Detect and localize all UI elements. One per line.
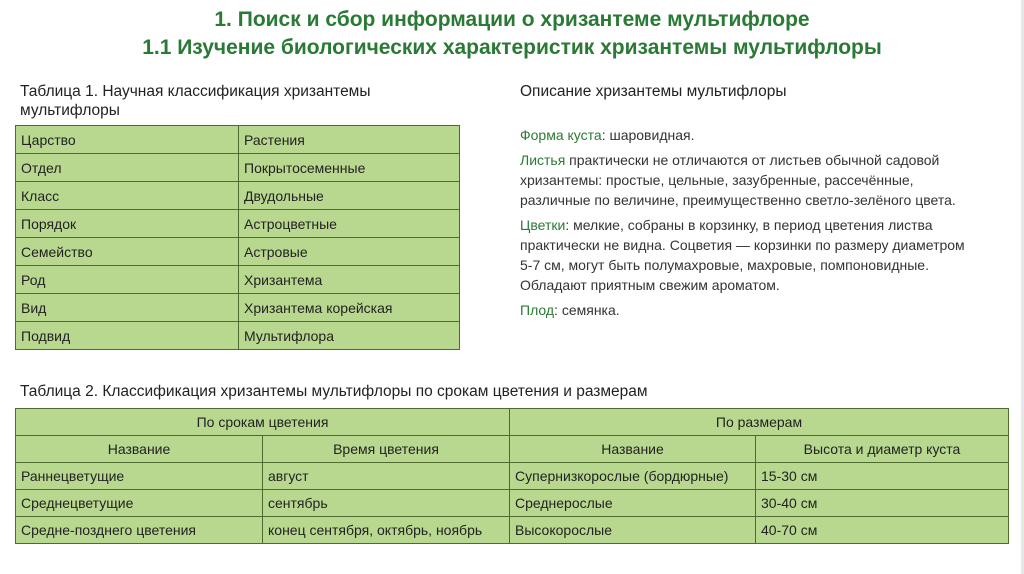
title-line-1: 1. Поиск и сбор информации о хризантеме мультифлоре xyxy=(214,8,810,31)
table-cell: конец сентября, октябрь, ноябрь xyxy=(263,517,510,544)
rank-cell: Род xyxy=(16,266,239,294)
table-cell: Высокорослые xyxy=(510,517,756,544)
column-header-row xyxy=(16,436,1009,463)
column-header: Название xyxy=(16,436,263,463)
table1-caption-line1: Таблица 1. Научная классификация хризантемы xyxy=(20,83,371,100)
description-term: Плод xyxy=(520,302,555,318)
taxon-cell: Растения xyxy=(239,126,460,154)
rank-cell: Отдел xyxy=(16,154,239,182)
table-row xyxy=(16,517,1009,544)
taxon-cell: Мультифлора xyxy=(239,322,460,350)
description-paragraph xyxy=(520,150,975,210)
description-separator: : xyxy=(601,127,606,143)
description-body: шаровидная. xyxy=(605,127,695,143)
description-term: Листья xyxy=(520,152,566,168)
taxon-cell: Хризантема xyxy=(239,266,460,294)
description-separator: : xyxy=(565,217,570,233)
rank-cell: Вид xyxy=(16,294,239,322)
table-row xyxy=(16,210,460,238)
group-header-row xyxy=(16,409,1009,436)
group-header: По срокам цветения xyxy=(16,409,510,436)
table-row xyxy=(16,182,460,210)
table2-caption: Таблица 2. Классификация хризантемы мультифлоры по срокам цветения и размерам xyxy=(20,383,648,400)
description-separator: : xyxy=(554,302,558,318)
table-row xyxy=(16,322,460,350)
description-paragraph xyxy=(520,125,975,145)
table-cell: Среднецветущие xyxy=(16,490,263,517)
title-line-2: 1.1 Изучение биологических характеристик хризантемы мультифлоры xyxy=(142,36,882,59)
table-cell: сентябрь xyxy=(263,490,510,517)
table-cell: август xyxy=(263,463,510,490)
rank-cell: Царство xyxy=(16,126,239,154)
taxon-cell: Астровые xyxy=(239,238,460,266)
classification-table xyxy=(15,125,460,350)
taxon-cell: Хризантема корейская xyxy=(239,294,460,322)
description-title: Описание хризантемы мультифлоры xyxy=(520,83,787,100)
column-header: Время цветения xyxy=(263,436,510,463)
table-row xyxy=(16,490,1009,517)
table-cell: Среднерослые xyxy=(510,490,756,517)
table1-caption-line2: мультифлоры xyxy=(20,102,120,119)
table-row xyxy=(16,126,460,154)
description-term: Форма куста xyxy=(520,127,602,143)
table-cell: Средне-позднего цветения xyxy=(16,517,263,544)
column-header: Название xyxy=(510,436,756,463)
rank-cell: Порядок xyxy=(16,210,239,238)
group-header: По размерам xyxy=(510,409,1009,436)
taxon-cell: Двудольные xyxy=(239,182,460,210)
table-row xyxy=(16,154,460,182)
description-paragraph xyxy=(520,300,975,320)
taxon-cell: Покрытосеменные xyxy=(239,154,460,182)
rank-cell: Класс xyxy=(16,182,239,210)
taxon-cell: Астроцветные xyxy=(239,210,460,238)
table-cell: Раннецветущие xyxy=(16,463,263,490)
rank-cell: Семейство xyxy=(16,238,239,266)
table-cell: Супернизкорослые (бордюрные) xyxy=(510,463,756,490)
table-cell: 30-40 см xyxy=(756,490,1009,517)
description-term: Цветки xyxy=(520,217,566,233)
description-body: семянка. xyxy=(557,302,620,318)
description-body: практически не отличаются от листьев обычной садовой хризантемы: простые, цельные, зазубренные, рассечённые, различные по величине, преимущественно светло-зелёного цвета. xyxy=(520,152,956,208)
table-cell: 40-70 см xyxy=(756,517,1009,544)
flowering-size-table xyxy=(15,408,1009,544)
table-cell: 15-30 см xyxy=(756,463,1009,490)
rank-cell: Подвид xyxy=(16,322,239,350)
description-body: мелкие, собраны в корзинку, в период цветения листва практически не видна. Соцветия — корзинки по размеру диаметром 5-7 см, могут быть полумахровые, махровые, помпоновидные. Обладают приятным свежим ароматом. xyxy=(520,217,965,293)
table-row xyxy=(16,294,460,322)
description-text xyxy=(520,125,975,325)
table-row xyxy=(16,266,460,294)
table-row xyxy=(16,463,1009,490)
table-row xyxy=(16,238,460,266)
column-header: Высота и диаметр куста xyxy=(756,436,1009,463)
slide-title xyxy=(0,6,1024,62)
description-paragraph xyxy=(520,215,975,295)
table1-caption xyxy=(20,82,370,120)
